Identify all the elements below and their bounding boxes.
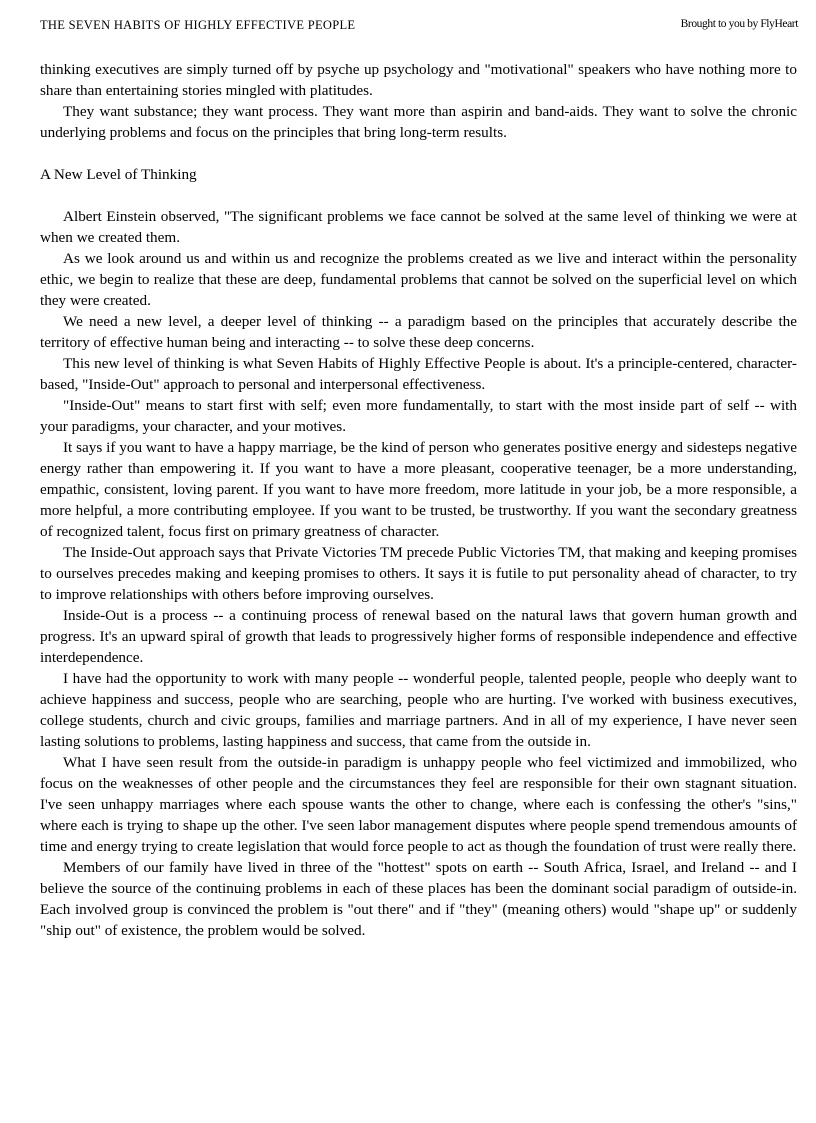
- paragraph: Inside-Out is a process -- a continuing process of renewal based on the natural laws that govern human growth and progress. It's an upward spiral of growth that leads to progressively higher forms of responsible independence and effective interdependence.: [40, 607, 797, 666]
- spacer: [40, 185, 797, 206]
- paragraph: As we look around us and within us and recognize the problems created as we live and interact within the personality ethic, we begin to realize that these are deep, fundamental problems that cannot be solved on the superficial level on which they were created.: [40, 250, 797, 309]
- page-header: [40, 18, 798, 36]
- document-body: [40, 59, 797, 941]
- spacer: [40, 143, 797, 164]
- paragraph: The Inside-Out approach says that Private Victories TM precede Public Victories TM, that making and keeping promises to ourselves precedes making and keeping promises to others. It says it is futile to put personality ahead of character, to try to improve relationships with others before improving ourselves.: [40, 544, 797, 603]
- paragraph: They want substance; they want process. They want more than aspirin and band-aids. They want to solve the chronic underlying problems and focus on the principles that bring long-term results.: [40, 103, 797, 141]
- paragraph: It says if you want to have a happy marriage, be the kind of person who generates positive energy and sidesteps negative energy rather than empowering it. If you want to have a more pleasant, cooperative teenager, be a more understanding, empathic, consistent, loving parent. If you want to have more freedom, more latitude in your job, be a more responsible, a more helpful, a more contributing employee. If you want to be trusted, be trustworthy. If you want the secondary greatness of recognized talent, focus first on primary greatness of character.: [40, 439, 797, 540]
- paragraph: What I have seen result from the outside-in paradigm is unhappy people who feel victimized and immobilized, who focus on the weaknesses of other people and the circumstances they feel are responsible for their own stagnant situation. I've seen unhappy marriages where each spouse wants the other to change, where each is confessing the other's "sins," where each is trying to shape up the other. I've seen labor management disputes where people spend tremendous amounts of time and energy trying to create legislation that would force people to act as though the foundation of trust were really there.: [40, 754, 797, 855]
- credit-line: Brought to you by FlyHeart: [680, 18, 798, 30]
- paragraph: Albert Einstein observed, "The significant problems we face cannot be solved at the same level of thinking we were at when we created them.: [40, 208, 797, 246]
- paragraph: thinking executives are simply turned off by psyche up psychology and "motivational" speakers who have nothing more to share than entertaining stories mingled with platitudes.: [40, 61, 797, 99]
- paragraph: "Inside-Out" means to start first with self; even more fundamentally, to start with the most inside part of self -- with your paradigms, your character, and your motives.: [40, 397, 797, 435]
- book-title: THE SEVEN HABITS OF HIGHLY EFFECTIVE PEOPLE: [40, 18, 356, 32]
- paragraph: I have had the opportunity to work with many people -- wonderful people, talented people, people who deeply want to achieve happiness and success, people who are searching, people who are hurting. I've worked with business executives, college students, church and civic groups, families and marriage partners. And in all of my experience, I have never seen lasting solutions to problems, lasting happiness and success, that came from the outside in.: [40, 670, 797, 750]
- paragraph: Members of our family have lived in three of the "hottest" spots on earth -- South Africa, Israel, and Ireland -- and I believe the source of the continuing problems in each of these places has been the dominant social paradigm of outside-in. Each involved group is convinced the problem is "out there" and if "they" (meaning others) would "shape up" or suddenly "ship out" of existence, the problem would be solved.: [40, 859, 797, 939]
- paragraph: We need a new level, a deeper level of thinking -- a paradigm based on the principles that accurately describe the territory of effective human being and interacting -- to solve these deep concerns.: [40, 313, 797, 351]
- paragraph: This new level of thinking is what Seven Habits of Highly Effective People is about. It's a principle-centered, character-based, "Inside-Out" approach to personal and interpersonal effectiveness.: [40, 355, 797, 393]
- section-heading: A New Level of Thinking: [40, 166, 197, 183]
